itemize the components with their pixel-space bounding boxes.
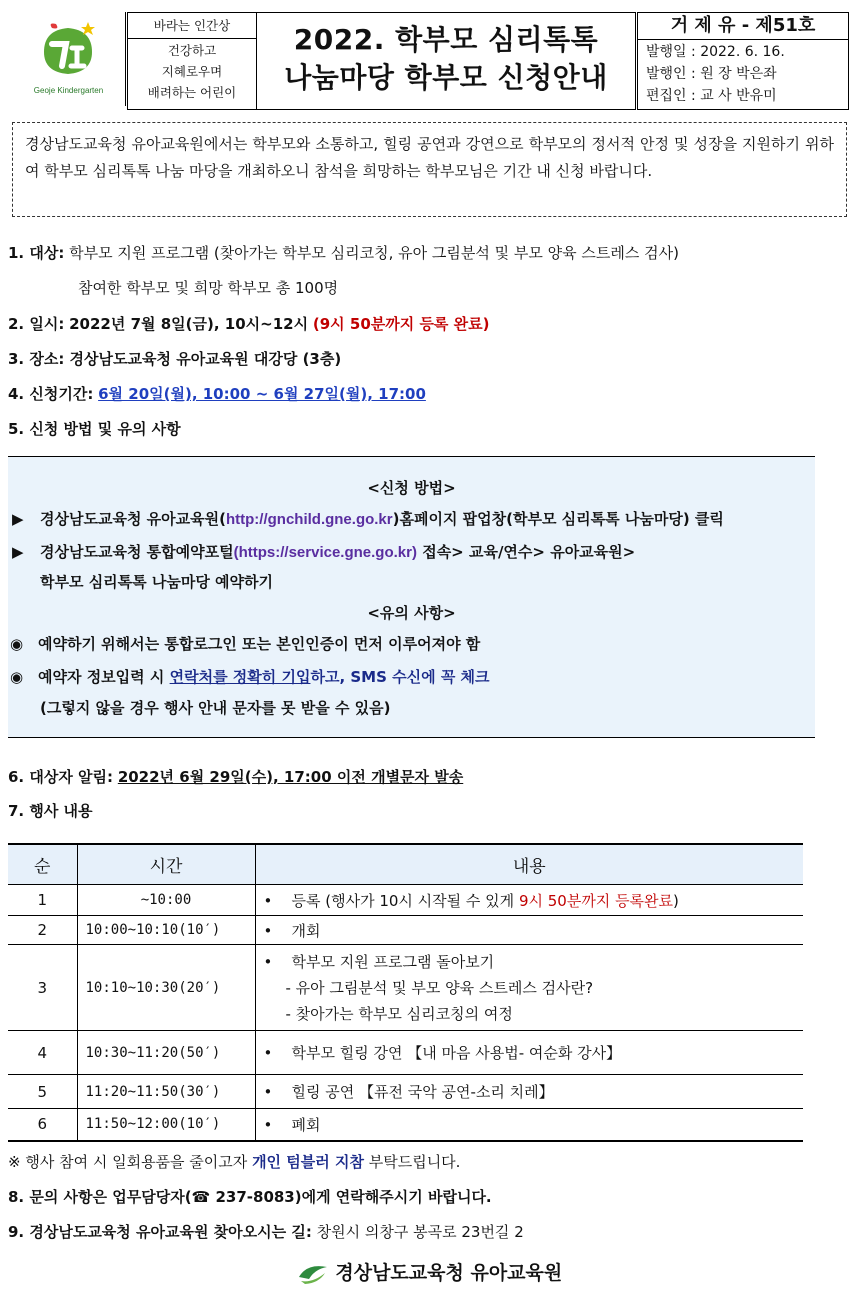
- row-content: [255, 945, 803, 1031]
- row-number: 1: [8, 885, 77, 916]
- row-number: 4: [8, 1031, 77, 1075]
- intro-paragraph: 경상남도교육청 유아교육원에서는 학부모와 소통하고, 힐링 공연과 강연으로 학부모의 정서적 안정 및 성장을 지원하기 위하여 학부모 심리톡톡 나눔 마당을 개최하오니 참석을 희망하는 학부모님은 기간 내 신청 바랍니다.: [12, 122, 847, 217]
- issue-date: 발행일 : 2022. 6. 16.: [646, 44, 785, 60]
- footer-org: [0, 1258, 859, 1285]
- method-heading: <신청 방법>: [367, 479, 456, 497]
- section-label: 6. 대상자 알림:: [8, 768, 114, 786]
- dot-bullet-icon: •: [263, 891, 273, 910]
- motto-lines: [128, 40, 256, 103]
- newsletter-header: [12, 12, 847, 108]
- section-label: 4. 신청기간:: [8, 385, 94, 403]
- section-text: 2022년 7월 8일(금), 10시~12시: [69, 315, 309, 333]
- notice-emphasis: 연락처를 정확히 기입: [169, 668, 311, 686]
- arrow-bullet-icon: ▶: [12, 543, 24, 561]
- column-header: 내용: [255, 844, 803, 885]
- title-box: [257, 12, 636, 110]
- logo-caption: Geoje Kindergarten: [33, 86, 104, 95]
- tumbler-note: [8, 1151, 460, 1173]
- method-text-cont: 학부모 심리톡톡 나눔마당 예약하기: [40, 573, 274, 591]
- org-name: 경상남도교육청 유아교육원: [335, 1262, 563, 1284]
- method-item: [12, 508, 724, 531]
- editor: 편집인 : 교 사 반유미: [646, 88, 777, 104]
- row-number: 5: [8, 1075, 77, 1109]
- section-contact: 8. 문의 사항은 업무담당자(☎ 237-8083)에게 연락해주시기 바랍니다.: [8, 1188, 492, 1206]
- row-content-text: 힐링 공연 【퓨전 국악 공연-소리 치레】: [291, 1083, 554, 1101]
- section-label: 2. 일시:: [8, 315, 65, 333]
- table-row: [8, 1075, 803, 1109]
- reservation-portal-link[interactable]: (https://service.gne.go.kr): [233, 544, 417, 561]
- section-method: 5. 신청 방법 및 유의 사항: [8, 420, 181, 438]
- notice-text: 예약자 정보입력 시: [38, 668, 165, 686]
- table-header-row: [8, 844, 803, 885]
- dot-bullet-icon: •: [263, 1083, 273, 1101]
- section-target-cont: 참여한 학부모 및 희망 학부모 총 100명: [78, 279, 339, 297]
- row-content-text: 학부모 힐링 강연 【내 마음 사용법- 여순화 강사】: [291, 1044, 622, 1062]
- notice-item: [10, 633, 480, 655]
- row-content-highlight: 9시 50분까지 등록완료: [518, 891, 674, 910]
- section-notification: [8, 766, 463, 788]
- notice-item: [10, 666, 490, 688]
- section-target: [8, 242, 679, 264]
- row-time: 11:20~11:50(30′): [77, 1075, 255, 1109]
- table-row: [8, 916, 803, 945]
- section-label: 9. 경상남도교육청 유아교육원 찾아오시는 길:: [8, 1223, 312, 1241]
- notice-emphasis: 하고, SMS 수신에 꼭 체크: [310, 668, 490, 686]
- row-sub-item: - 유아 그림분석 및 부모 양육 스트레스 검사란?: [285, 978, 594, 997]
- dot-bullet-icon: •: [263, 1115, 273, 1134]
- page-title-line1: 2022. 학부모 심리톡톡: [293, 23, 599, 56]
- issue-info-box: [637, 12, 849, 110]
- arrow-bullet-icon: ▶: [12, 510, 24, 528]
- row-content: [255, 916, 803, 945]
- row-number: 3: [8, 945, 77, 1031]
- notice-heading: <유의 사항>: [367, 604, 456, 622]
- section-directions: [8, 1221, 524, 1243]
- row-content-text: 학부모 지원 프로그램 돌아보기: [291, 952, 495, 971]
- page-title-line2: 나눔마당 학부모 신청안내: [284, 61, 608, 94]
- row-number: 6: [8, 1109, 77, 1141]
- row-content: [255, 1031, 803, 1075]
- section-text: 학부모 지원 프로그램 (찾아가는 학부모 심리코칭, 유아 그림분석 및 부모 양육 스트레스 검사): [69, 244, 679, 262]
- section-text: 2022년 6월 29일(수), 17:00 이전 개별문자 발송: [117, 768, 464, 786]
- notice-text-cont: (그렇지 않을 경우 행사 안내 문자를 못 받을 수 있음): [40, 699, 391, 717]
- column-header: 시간: [77, 844, 255, 885]
- motto-line: 배려하는 어린이: [147, 85, 237, 100]
- dot-bullet-icon: •: [263, 921, 273, 940]
- publisher: 발행인 : 원 장 박은좌: [646, 66, 777, 82]
- row-content-text: 폐회: [291, 1115, 321, 1134]
- row-time: 11:50~12:00(10′): [77, 1109, 255, 1141]
- row-content: [255, 1075, 803, 1109]
- column-header: 순: [8, 844, 77, 885]
- dot-bullet-icon: •: [263, 952, 273, 971]
- notice-text: 예약하기 위해서는 통합로그인 또는 본인인증이 먼저 이루어져야 함: [38, 635, 481, 653]
- row-time: 10:30~11:20(50′): [77, 1031, 255, 1075]
- note-emphasis: 개인 텀블러 지참: [252, 1153, 364, 1171]
- table-row: [8, 1109, 803, 1141]
- table-row: [8, 885, 803, 916]
- motto-box: [127, 12, 257, 110]
- method-text: 경상남도교육청 유아교육원(: [40, 510, 226, 528]
- program-table: [8, 843, 803, 1142]
- motto-line: 지혜로우며: [161, 64, 223, 79]
- row-content: [255, 885, 803, 916]
- table-row: [8, 945, 803, 1031]
- table-row: [8, 1031, 803, 1075]
- method-item: [12, 541, 635, 564]
- motto-line: 건강하고: [167, 43, 217, 58]
- issue-number: 거 제 유 - 제51호: [638, 13, 848, 40]
- method-text: )홈페이지 팝업창(학부모 심리톡톡 나눔마당) 클릭: [392, 510, 724, 528]
- row-number: 2: [8, 916, 77, 945]
- row-content: [255, 1109, 803, 1141]
- note-text: ※ 행사 참여 시 일회용품을 줄이고자: [8, 1153, 248, 1171]
- row-content-text: 개회: [291, 921, 321, 940]
- application-info-box: [8, 456, 815, 738]
- method-text: 접속> 교육/연수> 유아교육원>: [422, 543, 636, 561]
- method-text: 경상남도교육청 통합예약포털: [40, 543, 234, 561]
- registration-note: (9시 50분까지 등록 완료): [312, 315, 490, 333]
- row-time: 10:00~10:10(10′): [77, 916, 255, 945]
- row-sub-item: - 찾아가는 학부모 심리코칭의 여정: [285, 1004, 513, 1023]
- circle-bullet-icon: ◉: [10, 635, 24, 653]
- motto-heading: 바라는 인간상: [128, 13, 256, 39]
- application-period: 6월 20일(월), 10:00 ~ 6월 27일(월), 17:00: [98, 385, 426, 403]
- section-datetime: [8, 313, 489, 335]
- section-program: 7. 행사 내용: [8, 802, 93, 820]
- section-venue: 3. 장소: 경상남도교육청 유아교육원 대강당 (3층): [8, 350, 342, 368]
- dot-bullet-icon: •: [263, 1044, 273, 1062]
- education-office-logo-icon: [297, 1263, 329, 1285]
- section-label: 1. 대상:: [8, 244, 65, 262]
- note-text: 부탁드립니다.: [368, 1153, 461, 1171]
- homepage-link[interactable]: http://gnchild.gne.go.kr: [225, 511, 393, 528]
- logo-area: [12, 12, 126, 106]
- row-time: 10:10~10:30(20′): [77, 945, 255, 1031]
- row-time: ~10:00: [77, 885, 255, 916]
- kindergarten-logo-icon: [38, 22, 98, 80]
- row-content-text: 등록 (행사가 10시 시작될 수 있게: [291, 891, 519, 910]
- row-content-text: ): [673, 891, 679, 910]
- section-period: [8, 383, 426, 405]
- circle-bullet-icon: ◉: [10, 668, 24, 686]
- address-text: 창원시 의창구 봉곡로 23번길 2: [316, 1223, 524, 1241]
